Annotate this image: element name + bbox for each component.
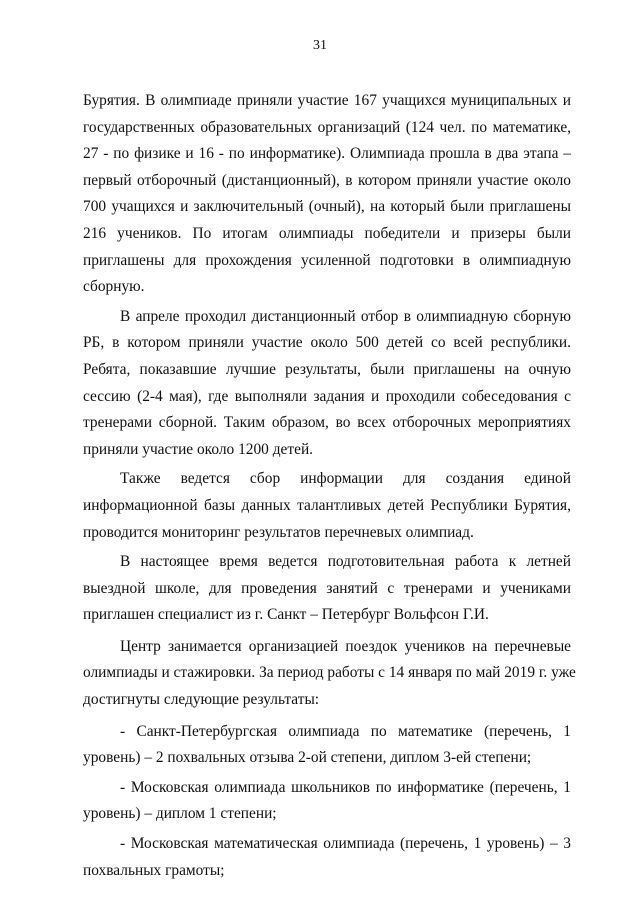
paragraph-p6 bbox=[83, 719, 571, 772]
paragraph-p5 bbox=[83, 634, 576, 714]
text-line: В апреле проходил дистанционный отбор в олимпиадную сборную bbox=[120, 307, 571, 325]
text-line: РБ, в котором приняли участие около 500 детей со всей республики. bbox=[83, 334, 571, 352]
document-body bbox=[83, 88, 576, 884]
text-line: приняли участие около 1200 детей. bbox=[83, 440, 314, 458]
page-number: 31 bbox=[313, 38, 327, 53]
text-line: 216 учеников. По итогам олимпиады победители и призеры были bbox=[83, 224, 571, 242]
paragraph-p2 bbox=[83, 304, 571, 464]
text-line: олимпиады и стажировки. За период работы с 14 января по май 2019 г. уже bbox=[83, 664, 576, 682]
text-line: информационной базы данных талантливых детей Республики Бурятия, bbox=[83, 496, 571, 514]
text-line: выездной школе, для проведения занятий с тренерами и учениками bbox=[83, 579, 571, 597]
text-line: уровень) – диплом 1 степени; bbox=[83, 805, 277, 823]
paragraph-p3 bbox=[83, 466, 571, 546]
paragraph-p8 bbox=[83, 831, 571, 884]
text-line: уровень) – 2 похвальных отзыва 2-ой степени, диплом 3-ей степени; bbox=[83, 749, 532, 767]
text-line: приглашен специалист из г. Санкт – Петербург Вольфсон Г.И. bbox=[83, 606, 489, 624]
text-line: Ребята, показавшие лучшие результаты, были приглашены на очную bbox=[83, 360, 571, 378]
text-line: Бурятия. В олимпиаде приняли участие 167 учащихся муниципальных и bbox=[83, 92, 571, 109]
text-line: тренерами сборной. Таким образом, во всех отборочных мероприятиях bbox=[83, 414, 571, 432]
text-line: проводится мониторинг результатов перечневых олимпиад. bbox=[83, 523, 474, 541]
text-line: сессию (2-4 мая), где выполняли задания и проходили собеседования с bbox=[83, 387, 571, 405]
text-line: 700 учащихся и заключительный (очный), на который были приглашены bbox=[83, 198, 571, 216]
text-line: - Московская олимпиада школьников по информатике (перечень, 1 bbox=[120, 778, 571, 796]
text-line: приглашены для прохождения усиленной подготовки в олимпиадную bbox=[83, 251, 571, 269]
text-line: первый отборочный (дистанционный), в котором приняли участие около bbox=[83, 171, 571, 189]
text-line: В настоящее время ведется подготовительная работа к летней bbox=[120, 553, 571, 571]
text-line: сборную. bbox=[83, 278, 145, 296]
text-line: - Санкт-Петербургская олимпиада по математике (перечень, 1 bbox=[120, 722, 571, 740]
text-line: Центр занимается организацией поездок учеников на перечневые bbox=[120, 637, 571, 655]
text-line: достигнуты следующие результаты: bbox=[83, 691, 320, 709]
text-line: государственных образовательных организаций (124 чел. по математике, bbox=[83, 118, 571, 136]
paragraph-p4 bbox=[83, 549, 571, 629]
paragraph-p1 bbox=[83, 88, 571, 301]
text-line: - Московская математическая олимпиада (перечень, 1 уровень) – 3 bbox=[120, 835, 571, 853]
text-line: 27 - по физике и 16 - по информатике). Олимпиада прошла в два этапа – bbox=[83, 145, 571, 163]
paragraph-p7 bbox=[83, 775, 571, 828]
text-line: Также ведется сбор информации для создания единой bbox=[120, 470, 571, 488]
text-line: похвальных грамоты; bbox=[83, 861, 225, 879]
